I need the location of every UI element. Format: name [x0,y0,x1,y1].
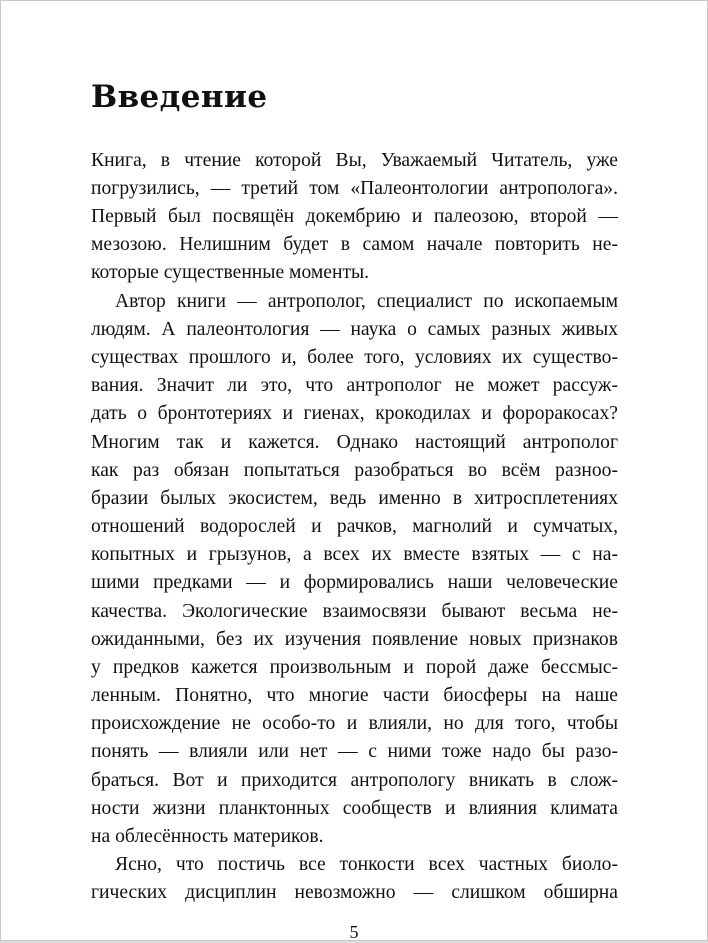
text-line: качества. Экологические взаимосвязи бывают весьма не- [91,601,618,622]
text-line: ожиданными, без их изучения появление новых признаков [91,629,618,650]
text-line: которые существенные моменты. [91,262,370,283]
text-line: погрузились, — третий том «Палеонтологии антрополога». [91,178,618,199]
text-line: бразии былых экосистем, ведь именно в хитросплетениях [91,488,618,509]
text-line: Первый был посвящён докембрию и палеозою, второй — [91,206,618,227]
text-line: ленным. Понятно, что многие части биосферы на наше [91,685,618,706]
text-line: происхождение не особо-то и влияли, но для того, чтобы [91,713,618,734]
text-line: гических дисциплин невозможно — слишком обширна [91,882,618,903]
text-line: у предков кажется произвольным и порой даже бессмыс- [91,657,618,678]
text-line: Многим так и кажется. Однако настоящий антрополог [91,432,618,453]
text-line: вания. Значит ли это, что антрополог не может рассуж- [91,375,618,396]
text-line: как раз обязан попытаться разобраться во всём разноо- [91,460,618,481]
text-line: ности жизни планктонных сообществ и влияния климата [91,798,618,819]
text-line: шими предками — и формировались наши человеческие [91,572,618,593]
chapter-heading: Введение [91,79,268,115]
text-line: отношений водорослей и рачков, магнолий и сумчатых, [91,516,618,537]
text-line: Книга, в чтение которой Вы, Уважаемый Читатель, уже [91,150,618,171]
text-line: Ясно, что постичь все тонкости всех частных биоло- [115,854,618,875]
text-line: на облесённость материков. [91,826,324,847]
text-line: людям. А палеонтология — наука о самых разных живых [91,319,618,340]
text-line: копытных и грызунов, а всех их вместе взятых — с на- [91,544,618,565]
text-line: мезозою. Нелишним будет в самом начале повторить не- [91,234,618,255]
text-line: Автор книги — антрополог, специалист по ископаемым [115,291,618,312]
page-number: 5 [349,922,359,942]
text-line: понять — влияли или нет — с ними тоже надо бы разо- [91,741,618,762]
text-line: дать о бронтотериях и гиенах, крокодилах и фороракосах? [91,403,618,424]
text-line: существах прошлого и, более того, условиях их существо- [91,347,618,368]
text-line: браться. Вот и приходится антропологу вникать в слож- [91,770,618,791]
